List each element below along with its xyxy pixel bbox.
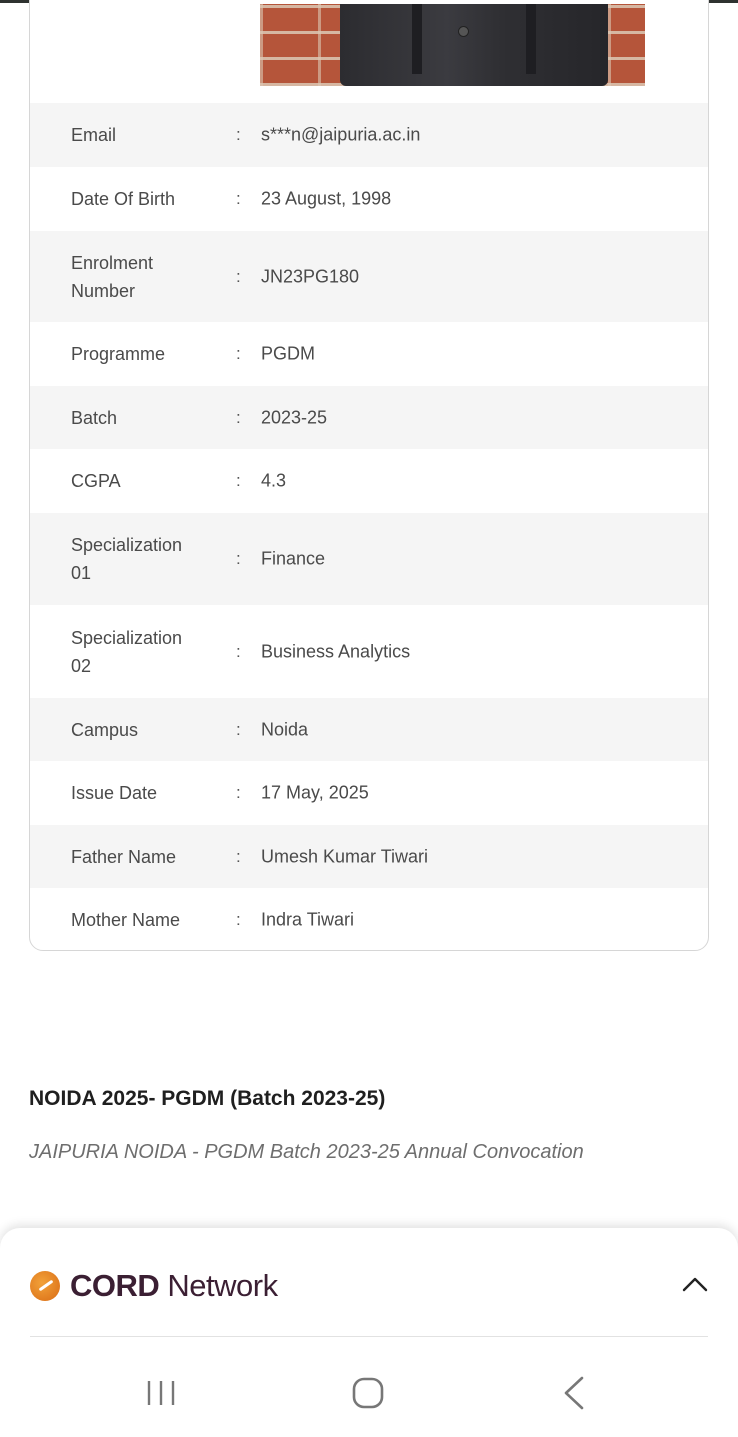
- photo-suit-button: [458, 26, 469, 37]
- row-issue-date: [30, 761, 708, 825]
- row-separator: :: [236, 471, 241, 490]
- row-cgpa: [30, 449, 708, 513]
- profile-photo: [260, 4, 645, 86]
- row-value: 17 May, 2025: [261, 782, 369, 803]
- photo-suit: [340, 4, 608, 86]
- cord-logo-icon: [30, 1271, 60, 1301]
- row-separator: :: [236, 344, 241, 363]
- row-value: Indra Tiwari: [261, 909, 355, 930]
- row-label: CGPA: [71, 471, 121, 491]
- event-title: NOIDA 2025- PGDM (Batch 2023-25): [29, 1087, 386, 1110]
- row-separator: :: [236, 266, 241, 286]
- row-label: Father Name: [71, 846, 177, 867]
- row-specialization-02: [30, 605, 708, 698]
- row-separator: :: [236, 846, 241, 866]
- row-value: JN23PG180: [261, 266, 360, 286]
- profile-details-table: [30, 103, 708, 951]
- chevron-up-icon[interactable]: [682, 1272, 708, 1296]
- row-programme: [30, 322, 708, 386]
- brand-name-rest: Network: [159, 1268, 278, 1303]
- row-label: Issue Date: [71, 783, 158, 803]
- row-date-of-birth: [30, 167, 708, 231]
- photo-lapel-left: [412, 4, 422, 74]
- row-label: Batch: [71, 407, 118, 428]
- row-value: 2023-25: [261, 407, 328, 427]
- back-icon[interactable]: [553, 1375, 597, 1411]
- row-mother-name: [30, 888, 708, 951]
- row-value: Noida: [261, 719, 309, 739]
- row-separator: :: [236, 189, 241, 208]
- row-separator: :: [236, 125, 241, 144]
- brand-name: [70, 1268, 278, 1304]
- row-separator: :: [236, 719, 241, 739]
- row-value: Umesh Kumar Tiwari: [261, 846, 429, 866]
- row-label: Enrolment Number: [71, 252, 154, 301]
- row-batch: [30, 386, 708, 449]
- brand-name-bold: CORD: [70, 1268, 160, 1303]
- row-label: Mother Name: [71, 910, 181, 930]
- row-label: Specialization 02: [71, 627, 183, 676]
- row-label: Email: [71, 125, 117, 145]
- row-value: s***n@jaipuria.ac.in: [261, 124, 421, 145]
- row-separator: :: [236, 641, 241, 661]
- row-separator: :: [236, 910, 241, 929]
- android-nav-bar: [0, 1357, 738, 1437]
- row-value: 4.3: [261, 470, 287, 491]
- row-campus: [30, 698, 708, 761]
- row-separator: :: [236, 549, 241, 568]
- row-separator: :: [236, 783, 241, 802]
- row-enrolment-number: [30, 231, 708, 322]
- row-father-name: [30, 825, 708, 888]
- row-label: Specialization 01: [71, 535, 183, 583]
- recent-apps-icon[interactable]: [140, 1375, 184, 1411]
- row-label: Programme: [71, 344, 166, 364]
- photo-lapel-right: [526, 4, 536, 74]
- home-icon[interactable]: [346, 1375, 390, 1411]
- row-label: Campus: [71, 719, 139, 740]
- row-value: Business Analytics: [261, 641, 411, 661]
- row-separator: :: [236, 407, 241, 427]
- row-specialization-01: [30, 513, 708, 605]
- row-value: Finance: [261, 548, 326, 569]
- row-value: PGDM: [261, 343, 315, 364]
- row-label: Date Of Birth: [71, 189, 176, 209]
- cord-network-brand[interactable]: [30, 1268, 278, 1304]
- credential-card: [29, 0, 709, 951]
- event-subtitle: JAIPURIA NOIDA - PGDM Batch 2023-25 Annual Convocation: [29, 1141, 584, 1163]
- row-email: [30, 103, 708, 167]
- sheet-divider: [30, 1336, 708, 1337]
- row-value: 23 August, 1998: [261, 188, 392, 209]
